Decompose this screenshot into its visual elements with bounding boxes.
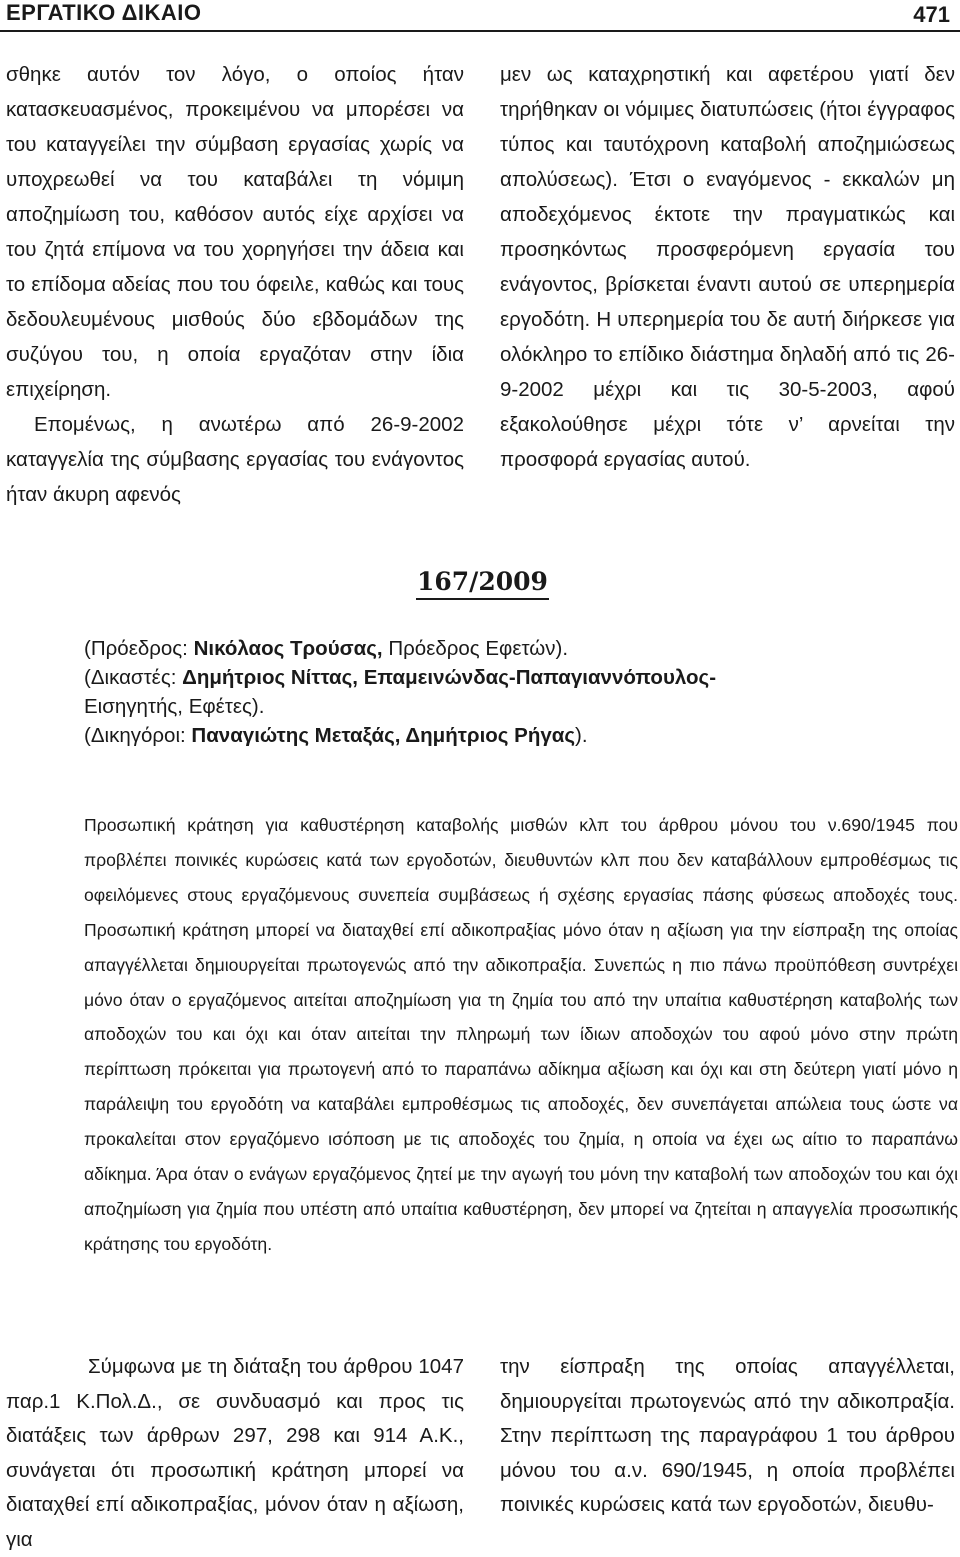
president-name: Νικόλαος Τρούσας, xyxy=(193,637,383,660)
president-line xyxy=(84,634,914,663)
court-composition xyxy=(84,634,914,750)
bottom-left-paragraph: Σύμφωνα με τη διάταξη του άρθρου 1047 παρ.1 Κ.Πολ.Δ., σε συνδυασμό και προς τις διατάξεις των άρθρων 297, 298 και 914 Α.Κ., συνάγεται ότι προσωπική κράτηση μπορεί να διαταχθεί επί αδικοπραξίας, μόνον όταν η αξίωση, για xyxy=(6,1355,464,1551)
right-column xyxy=(500,57,955,477)
bottom-right-column xyxy=(500,1350,955,1523)
case-number: 167/2009 xyxy=(416,566,549,600)
left-column-paragraph-1: σθηκε αυτόν τον λόγο, ο οποίος ήταν κατασκευασμένος, προκειμένου να μπορέσει να του καταγγείλει την σύμβαση εργασίας χωρίς να υποχρεωθεί να του καταβάλει τη νόμιμη αποζημίωση του, καθόσον αυτός είχε αρχίσει να του ζητά επίμονα να του χορηγήσει την άδεια και το επίδομα αδείας που του όφειλε, καθώς και τους δεδουλευμένους μισθούς δύο εβδομάδων της συζύγου του, η οποία εργαζόταν στην ίδια επιχείρηση. xyxy=(6,63,464,401)
judges-line xyxy=(84,663,914,692)
right-column-paragraph: μεν ως καταχρηστική και αφετέρου γιατί δεν τηρήθηκαν οι νόμιμες διατυπώσεις (ήτοι έγγραφος τύπος και ταυτόχρονη καταβολή αποζημιώσεως απολύσεως). Έτσι ο εναγόμενος - εκκαλών μη αποδεχόμενος έκτοτε την πραγματικώς και προσηκόντως προσφερόμενη εργασία του ενάγοντος, βρίσκεται έναντι αυτού σε υπερημερία εργοδότη. Η υπερημερία του δε αυτή διήρκεσε για ολόκληρο το επίδικο διάστημα δηλαδή από τις 26-9-2002 μέχρι και τις 30-5-2003, αφού εξακολούθησε μέχρι τότε ν’ αρνείται την προσφορά εργασίας αυτού. xyxy=(500,63,955,471)
judges-prefix: (Δικαστές: xyxy=(84,666,183,689)
judges-names: Δημήτριος Νίττας, Επαμεινώνδας-Παπαγιαννόπουλος- xyxy=(182,666,717,689)
page-header xyxy=(0,0,960,32)
left-column xyxy=(6,57,464,512)
lawyers-prefix: (Δικηγόροι: xyxy=(84,724,192,747)
lawyers-suffix: ). xyxy=(575,724,588,747)
president-prefix: (Πρόεδρος: xyxy=(84,637,194,660)
bottom-right-paragraph: την είσπραξη της οποίας απαγγέλλεται, δημιουργείται πρωτογενώς από την αδικοπραξία. Στην περίπτωση της παραγράφου 1 του άρθρου μόνου του α.ν. 690/1945, η οποία προβλέπει ποινικές κυρώσεις κατά των εργοδοτών, διευθυ- xyxy=(500,1355,955,1516)
judges-line-2 xyxy=(84,692,914,721)
case-summary: Προσωπική κράτηση για καθυστέρηση καταβολής μισθών κλπ του άρθρου μόνου του ν.690/1945 που προβλέπει ποινικές κυρώσεις κατά των εργοδοτών, διευθυντών κλπ που δεν καταβάλλουν εμπροθέσμως τις οφειλόμενες στους εργαζόμενους συνεπεία συμβάσεως ή σχέσης εργασίας πάσης φύσεως αποδοχές τους. Προσωπική κράτηση μπορεί να διαταχθεί επί αδικοπραξίας μόνο όταν η αξίωση για την είσπραξη της οποίας απαγγέλλεται δημιουργείται πρωτογενώς από την αδικοπραξία. Συνεπώς η πιο πάνω προϋπόθεση συντρέχει μόνο όταν ο εργαζόμενος αιτείται αποζημίωση για τη ζημία του από την υπαίτια καθυστέρηση καταβολής των αποδοχών του και όχι και όταν αιτείται την πληρωμή των ίδιων αποδοχών του αφού μόνο στην πρώτη περίπτωση πρόκειται για πρωτογενή από το παραπάνω αδίκημα αξίωση και όχι και στη δεύτερη γιατί μόνο η παράλειψη του εργοδότη να καταβάλει εμπροθέσμως τις αποδοχές, δεν συνεπάγεται απώλεια τους ώστε να προκαλείται στον εργαζόμενο ισόποση με τις αποδοχές του ζημία, η οποία να έχει ως αίτιο το παραπάνω αδίκημα. Άρα όταν ο ενάγων εργαζόμενος ζητεί με την αγωγή του μόνη την καταβολή των αποδοχών του και όχι αποζημίωση για ζημία που υπέστη από υπαίτια καθυστέρηση, δεν μπορεί να ζητείται η απαγγελία προσωπικής κράτησης του εργοδότη. xyxy=(84,815,958,1254)
left-column-paragraph-2: Επομένως, η ανωτέρω από 26-9-2002 καταγγελία της σύμβασης εργασίας του ενάγοντος ήταν άκυρη αφενός xyxy=(6,413,464,506)
judges-suffix: Εισηγητής, Εφέτες). xyxy=(84,695,265,718)
page-number: 471 xyxy=(913,2,950,27)
president-suffix: Πρόεδρος Εφετών). xyxy=(382,637,569,660)
lawyers-line xyxy=(84,721,914,750)
lawyers-names: Παναγιώτης Μεταξάς, Δημήτριος Ρήγας xyxy=(191,724,576,747)
section-title: ΕΡΓΑΤΙΚΟ ΔΙΚΑΙΟ xyxy=(6,0,202,25)
bottom-left-column xyxy=(6,1350,464,1557)
